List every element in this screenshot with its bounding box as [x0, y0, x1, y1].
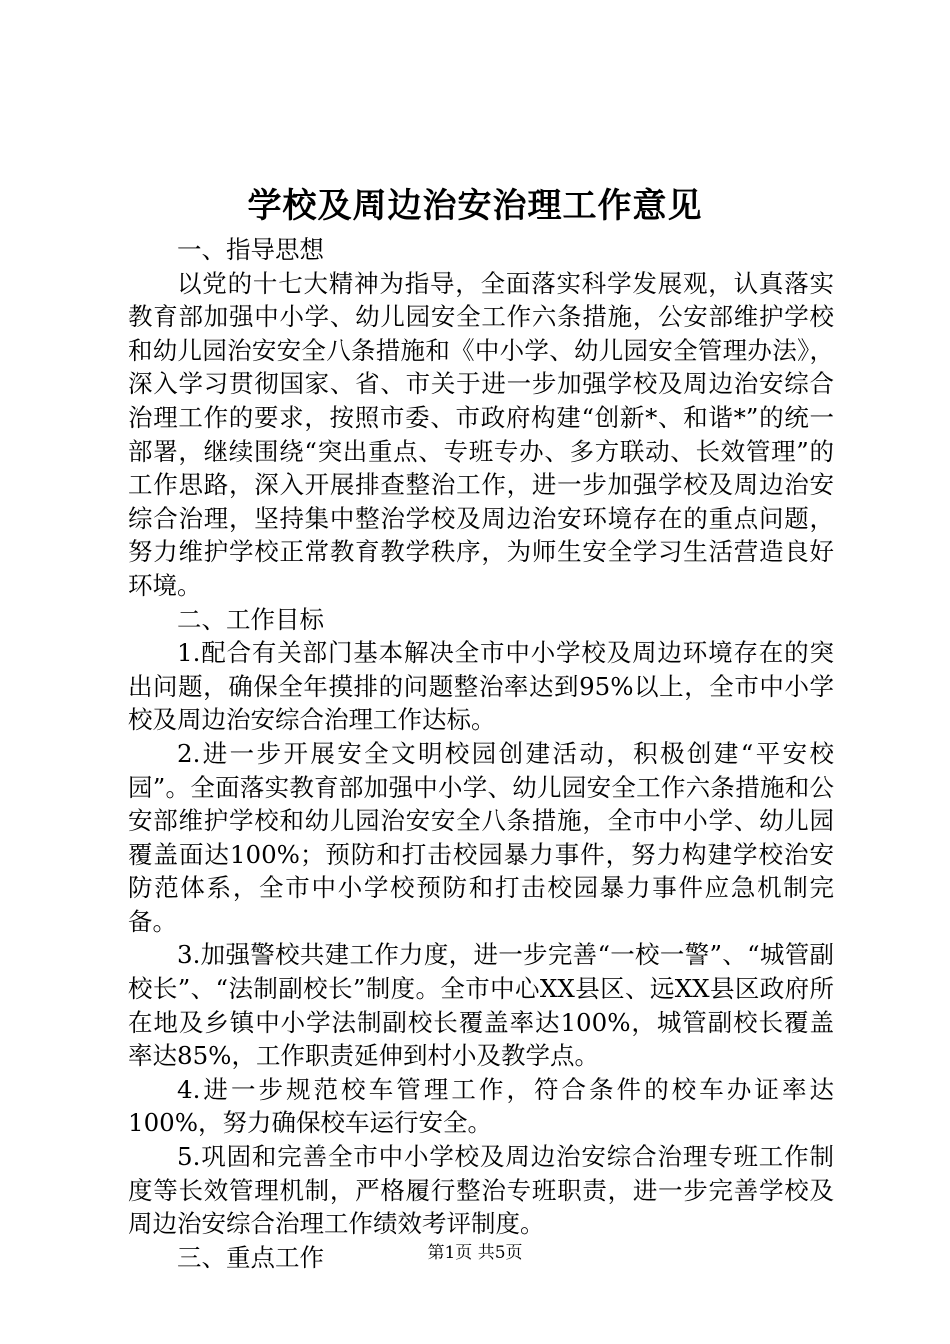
body-paragraph: 5.巩固和完善全市中小学校及周边治安综合治理专班工作制度等长效管理机制，严格履行整治专班职责，进一步完善学校及周边治安综合治理工作绩效考评制度。	[128, 1142, 834, 1239]
section-heading: 一、指导思想	[177, 235, 324, 264]
body-paragraph: 2.进一步开展安全文明校园创建活动，积极创建“平安校园”。全面落实教育部加强中小学、幼儿园安全工作六条措施和公安部维护学校和幼儿园治安安全八条措施，全市中小学、幼儿园覆盖面达100%；预防和打击校园暴力事件，努力构建学校治安防范体系，全市中小学校预防和打击校园暴力事件应急机制完备。	[128, 738, 834, 936]
body-paragraph: 3.加强警校共建工作力度，进一步完善“一校一警”、“城管副校长”、“法制副校长”制度。全市中心XX县区、远XX县区政府所在地及乡镇中小学法制副校长覆盖率达100%，城管副校长覆盖率达85%，工作职责延伸到村小及教学点。	[128, 940, 834, 1071]
body-paragraph: 以党的十七大精神为指导，全面落实科学发展观，认真落实教育部加强中小学、幼儿园安全工作六条措施，公安部维护学校和幼儿园治安安全八条措施和《中小学、幼儿园安全管理办法》，深入学习贯彻国家、省、市关于进一步加强学校及周边治安综合治理工作的要求，按照市委、市政府构建“创新*、和谐*”的统一部署，继续围绕“突出重点、专班专办、多方联动、长效管理”的工作思路，深入开展排查整治工作，进一步加强学校及周边治安综合治理，坚持集中整治学校及周边治安环境存在的重点问题，努力维护学校正常教育教学秩序，为师生安全学习生活营造良好环境。	[128, 268, 834, 600]
body-paragraph: 1.配合有关部门基本解决全市中小学校及周边环境存在的突出问题，确保全年摸排的问题整治率达到95%以上，全市中小学校及周边治安综合治理工作达标。	[128, 638, 834, 735]
section-heading: 三、重点工作	[177, 1242, 324, 1272]
body-paragraph: 4.进一步规范校车管理工作，符合条件的校车办证率达100%，努力确保校车运行安全。	[128, 1074, 834, 1138]
section-heading: 二、工作目标	[177, 604, 324, 634]
page-number: 第1页 共5页	[427, 1243, 523, 1263]
document-title: 学校及周边治安治理工作意见	[247, 186, 703, 226]
document-body	[128, 233, 834, 1274]
